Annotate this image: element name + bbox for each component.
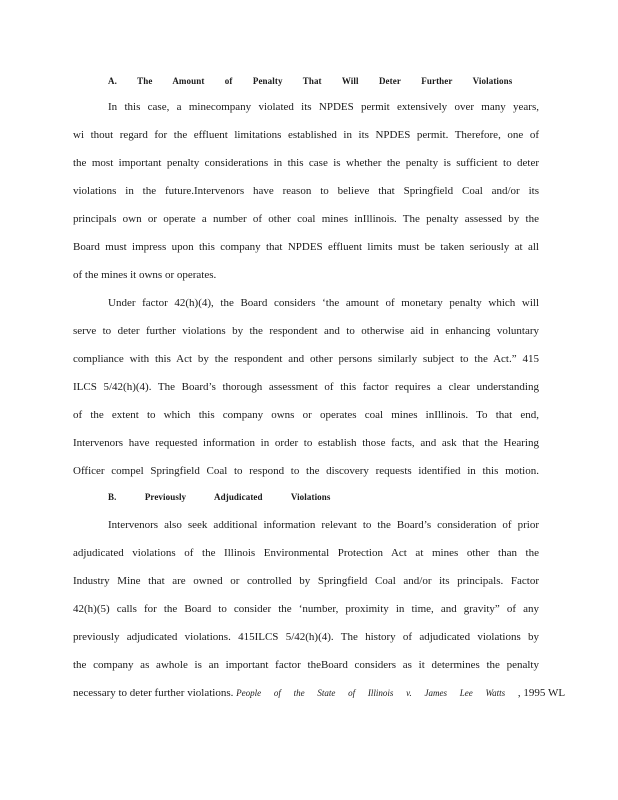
citation-word: People	[236, 688, 262, 698]
heading-word: Penalty	[252, 76, 283, 86]
heading-word: Adjudicated	[214, 492, 263, 502]
text-line: adjudicated violations of the Illinois Environmental Protection Act at mines other than the	[73, 547, 539, 559]
text-line: Intervenors have requested information in order to establish those facts, and ask that the Hearing	[73, 437, 539, 449]
citation-word: v.	[406, 688, 412, 698]
citation-word: Lee	[459, 688, 473, 698]
heading-word: Deter	[378, 76, 401, 86]
case-citation	[236, 687, 518, 699]
text-line: Board must impress upon this company that NPDES effluent limits must be taken seriously at all	[73, 241, 539, 253]
text-line: serve to deter further violations by the respondent and to otherwise aid in enhancing voluntary	[73, 325, 539, 337]
citation-word: Watts	[485, 688, 506, 698]
section-b-heading	[108, 492, 348, 502]
text-line: Under factor 42(h)(4), the Board considers ‘the amount of monetary penalty which will	[108, 297, 539, 309]
heading-word: Violations	[290, 492, 331, 502]
text-line: 42(h)(5) calls for the Board to consider the ‘number, proximity in time, and gravity” of any	[73, 603, 539, 615]
text-line: previously adjudicated violations. 415ILCS 5/42(h)(4). The history of adjudicated violations by	[73, 631, 539, 643]
text-line-with-citation	[73, 686, 566, 700]
text-line: compliance with this Act by the respondent and other persons similarly subject to the Act.” 415	[73, 353, 539, 365]
text-line: of the mines it owns or operates.	[73, 269, 217, 281]
heading-word: Further	[421, 76, 453, 86]
heading-word: Violations	[472, 76, 513, 86]
heading-word: The	[137, 76, 153, 86]
text-line: principals own or operate a number of other coal mines inIllinois. The penalty assessed by the	[73, 213, 539, 225]
heading-word: A.	[108, 76, 117, 86]
citation-word: of	[348, 688, 356, 698]
text-line: violations in the future.Intervenors have reason to believe that Springfield Coal and/or its	[73, 185, 539, 197]
text-segment: necessary to deter further violations.	[73, 687, 234, 699]
text-line: Officer compel Springfield Coal to respond to the discovery requests identified in this motion.	[73, 465, 539, 477]
text-line: of the extent to which this company owns or operates coal mines inIllinois. To that end,	[73, 409, 539, 421]
text-line: In this case, a minecompany violated its NPDES permit extensively over many years,	[108, 101, 539, 113]
text-line: Industry Mine that are owned or controlled by Springfield Coal and/or its principals. Factor	[73, 575, 539, 587]
text-line: wi thout regard for the effluent limitations established in its NPDES permit. Therefore, one of	[73, 129, 539, 141]
text-line: Intervenors also seek additional information relevant to the Board’s consideration of prior	[108, 519, 539, 531]
citation-word: James	[424, 688, 447, 698]
text-line: ILCS 5/42(h)(4). The Board’s thorough assessment of this factor requires a clear understanding	[73, 381, 539, 393]
citation-word: of	[273, 688, 281, 698]
citation-word: State	[317, 688, 336, 698]
heading-word: Amount	[172, 76, 205, 86]
heading-word: That	[302, 76, 322, 86]
heading-word: of	[224, 76, 233, 86]
citation-word: the	[293, 688, 305, 698]
citation-word: Illinois	[367, 688, 394, 698]
heading-word: Previously	[144, 492, 187, 502]
heading-word: Will	[341, 76, 359, 86]
section-a-heading	[108, 76, 530, 86]
text-segment: , 1995 WL	[517, 687, 566, 699]
text-line: the company as awhole is an important factor theBoard considers as it determines the penalty	[73, 659, 539, 671]
text-line: the most important penalty considerations in this case is whether the penalty is sufficient to deter	[73, 157, 539, 169]
heading-word: B.	[108, 492, 117, 502]
